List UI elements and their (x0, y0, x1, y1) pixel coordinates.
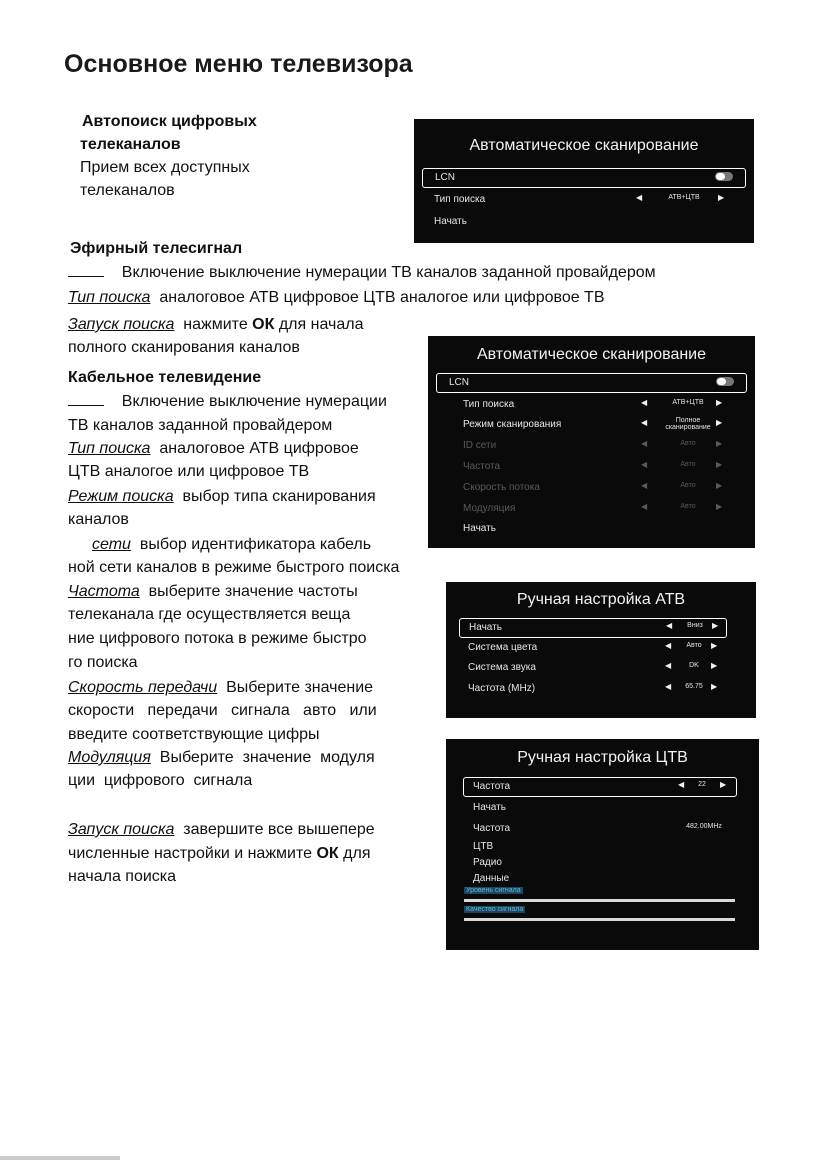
screen3-color-value: Авто (686, 642, 702, 649)
cable-start-text-2: численные настройки и нажмите (68, 845, 313, 862)
arrow-right-icon[interactable]: ▶ (712, 621, 719, 630)
screen2-row-net[interactable] (436, 437, 747, 455)
cable-mode-label: Режим поиска (68, 488, 174, 505)
cable-freq-text-3: ние цифрового потока в режиме быстро (68, 630, 367, 647)
intro-desc-1: Прием всех доступных (80, 159, 250, 176)
screen2-mode-label: Режим сканирования (463, 419, 562, 430)
cable-freq-text-1: выберите значение частоты (148, 583, 358, 600)
arrow-right-icon[interactable]: ▶ (711, 682, 718, 691)
screen2-type-value: АТВ+ЦТВ (672, 399, 704, 406)
screen1-type-value: АТВ+ЦТВ (668, 194, 700, 201)
cable-rate-label: Скорость передачи (68, 679, 218, 696)
signal-quality-bar (464, 918, 735, 921)
screen3-row-color[interactable] (459, 639, 727, 657)
footer-scan-line (0, 1156, 120, 1160)
cable-net-text-2: ной сети каналов в режиме быстрого поиска (68, 559, 400, 576)
lcn-toggle-icon[interactable] (716, 377, 734, 386)
intro-heading-1: Автопоиск цифровых (82, 113, 257, 130)
screen2-start-label: Начать (463, 523, 496, 534)
screen3-row-start[interactable] (459, 618, 727, 638)
screen4-start-label: Начать (473, 802, 506, 813)
cable-heading: Кабельное телевидение (68, 369, 262, 386)
arrow-left-icon[interactable]: ◀ (666, 621, 673, 630)
screen4-freq-label: Частота (473, 781, 511, 792)
arrow-left-icon[interactable]: ◀ (641, 418, 648, 427)
cable-start-line (68, 818, 375, 842)
cable-rate-text-2: скорости передачи сигнала авто или (68, 702, 377, 719)
screen3-start-value: Вниз (687, 622, 703, 629)
screen-auto-scan-cable (428, 336, 755, 548)
cable-freq-text-2: телеканала где осуществляется веща (68, 606, 351, 623)
air-type-text: аналоговое АТВ цифровое ЦТВ аналогое или цифровое ТВ (159, 289, 605, 306)
screen2-row-freq[interactable] (436, 458, 747, 476)
screen-manual-dtv (446, 739, 759, 950)
arrow-left-icon[interactable]: ◀ (665, 682, 672, 691)
intro-heading-2: телеканалов (80, 136, 181, 153)
screen2-row-start[interactable] (436, 520, 747, 538)
screen2-lcn-label: LCN (449, 377, 470, 388)
screen2-row-type[interactable] (436, 396, 747, 414)
screen4-row-freq2 (463, 820, 737, 838)
screen2-title: Автоматическое сканирование (476, 346, 707, 363)
air-start-label: Запуск поиска (68, 316, 175, 333)
screen2-freq-value: Авто (680, 461, 696, 468)
screen4-row-freq[interactable] (463, 777, 737, 797)
screen1-title: Автоматическое сканирование (469, 137, 699, 154)
intro-desc-2: телеканалов (80, 182, 175, 199)
cable-ok: ОК (316, 845, 339, 862)
cable-net-label: сети (92, 536, 131, 553)
screen3-start-label: Начать (469, 622, 502, 633)
cable-freq-label: Частота (68, 583, 140, 600)
signal-level-bar (464, 899, 735, 902)
signal-level-label: Уровень сигнала (466, 887, 521, 894)
arrow-right-icon[interactable]: ▶ (711, 661, 718, 670)
cable-start-text-1: завершите все вышепере (183, 821, 375, 838)
arrow-right-icon[interactable]: ▶ (716, 460, 723, 469)
cable-type-text-1: аналоговое АТВ цифровое (159, 440, 359, 457)
page-title: Основное меню телевизора (64, 50, 413, 78)
cable-type-line (68, 437, 359, 461)
screen4-freq-value: 22 (698, 781, 706, 788)
screen3-sound-value: DK (689, 662, 699, 669)
arrow-left-icon[interactable]: ◀ (678, 780, 685, 789)
lcn-toggle-icon[interactable] (715, 172, 733, 181)
arrow-right-icon[interactable]: ▶ (720, 780, 727, 789)
screen4-dtv-label: ЦТВ (473, 841, 494, 852)
arrow-right-icon[interactable]: ▶ (716, 398, 723, 407)
cable-mod-text-1: Выберите значение модуля (159, 749, 375, 766)
arrow-left-icon[interactable]: ◀ (641, 481, 648, 490)
screen1-row-type[interactable] (422, 191, 746, 209)
blank-lcn (68, 262, 104, 277)
cable-mode-text-1: выбор типа сканирования (182, 488, 376, 505)
air-lcn-line (68, 261, 656, 285)
arrow-right-icon[interactable]: ▶ (716, 418, 723, 427)
screen2-mode-value-2: сканирование (665, 424, 711, 431)
cable-mod-line (68, 746, 375, 770)
arrow-right-icon[interactable]: ▶ (711, 641, 718, 650)
cable-type-label: Тип поиска (68, 440, 151, 457)
screen4-row-start[interactable] (463, 799, 737, 817)
cable-rate-line (68, 676, 373, 700)
air-type-label: Тип поиска (68, 289, 151, 306)
screen1-start-label: Начать (434, 216, 467, 227)
air-start-line (68, 313, 363, 337)
screen4-radio-label: Радио (473, 857, 502, 868)
cable-start-text-4: начала поиска (68, 868, 177, 885)
blank-cable-lcn (68, 391, 104, 406)
screen2-freq-label: Частота (463, 461, 501, 472)
screen3-freq-label: Частота (MHz) (468, 683, 536, 694)
screen-manual-atv (446, 582, 756, 718)
arrow-right-icon[interactable]: ▶ (718, 193, 725, 202)
cable-rate-text-1: Выберите значение (226, 679, 374, 696)
screen2-row-lcn[interactable] (436, 373, 747, 393)
air-ok: ОК (252, 316, 275, 333)
screen2-rate-label: Скорость потока (463, 482, 540, 493)
screen2-row-mode[interactable] (436, 416, 747, 434)
cable-mode-line (68, 485, 376, 509)
screen1-type-label: Тип поиска (434, 194, 486, 205)
screen-auto-scan-air (414, 119, 754, 243)
arrow-left-icon[interactable]: ◀ (636, 193, 643, 202)
air-lcn-text: Включение выключение нумерации ТВ каналов заданной провайдером (121, 264, 656, 281)
cable-net-text-1: выбор идентификатора кабель (139, 536, 372, 553)
cable-start-line-2 (68, 842, 370, 866)
arrow-left-icon[interactable]: ◀ (641, 398, 648, 407)
air-type-line (68, 286, 605, 310)
screen4-data-label: Данные (473, 873, 510, 884)
cable-lcn-text-2: ТВ каналов заданной провайдером (68, 417, 333, 434)
air-start-text-3: полного сканирования каналов (68, 339, 300, 356)
screen2-row-mod[interactable] (436, 500, 747, 518)
arrow-left-icon[interactable]: ◀ (665, 641, 672, 650)
screen4-row-data (463, 870, 737, 888)
cable-lcn-line (68, 390, 387, 414)
arrow-left-icon[interactable]: ◀ (641, 439, 648, 448)
screen3-row-sound[interactable] (459, 659, 727, 677)
arrow-left-icon[interactable]: ◀ (665, 661, 672, 670)
arrow-right-icon[interactable]: ▶ (716, 502, 723, 511)
arrow-left-icon[interactable]: ◀ (641, 460, 648, 469)
screen3-sound-label: Система звука (468, 662, 536, 673)
screen2-mode-value (658, 417, 718, 431)
cable-start-text-3: для (343, 845, 371, 862)
screen2-type-label: Тип поиска (463, 399, 515, 410)
screen4-freq2-label: Частота (473, 823, 511, 834)
cable-freq-line (68, 580, 358, 604)
arrow-left-icon[interactable]: ◀ (641, 502, 648, 511)
arrow-right-icon[interactable]: ▶ (716, 439, 723, 448)
cable-mode-text-2: каналов (68, 511, 129, 528)
screen4-freq2-value: 482.00MHz (686, 823, 722, 830)
screen1-lcn-label: LCN (435, 172, 456, 183)
screen1-row-lcn[interactable] (422, 168, 746, 188)
screen3-row-freq[interactable] (459, 680, 727, 698)
cable-type-text-2: ЦТВ аналогое или цифровое ТВ (68, 463, 310, 480)
screen3-title: Ручная настройка АТВ (516, 591, 686, 608)
screen2-mod-label: Модуляция (463, 503, 516, 514)
cable-rate-text-3: введите соответствующие цифры (68, 726, 320, 743)
air-heading: Эфирный телесигнал (70, 240, 243, 257)
cable-net-line (68, 533, 371, 557)
screen2-row-rate[interactable] (436, 479, 747, 497)
air-start-text-1: нажмите (183, 316, 248, 333)
signal-quality-label: Качество сигнала (466, 906, 524, 913)
cable-mod-label: Модуляция (68, 749, 151, 766)
screen1-row-start[interactable] (422, 213, 746, 231)
screen4-title: Ручная настройка ЦТВ (517, 749, 688, 766)
screen2-net-label: ID сети (463, 440, 497, 451)
screen2-mode-value-1: Полное (675, 417, 701, 424)
cable-freq-text-4: го поиска (68, 654, 138, 671)
screen2-rate-value: Авто (680, 482, 696, 489)
screen3-color-label: Система цвета (468, 642, 538, 653)
screen2-mod-value: Авто (680, 503, 696, 510)
arrow-right-icon[interactable]: ▶ (716, 481, 723, 490)
screen3-freq-value: 65.75 (685, 683, 703, 690)
air-start-text-2: для начала (278, 316, 364, 333)
cable-mod-text-2: ции цифрового сигнала (68, 772, 253, 789)
cable-lcn-text-1: Включение выключение нумерации (121, 393, 387, 410)
screen2-net-value: Авто (680, 440, 696, 447)
cable-start-label: Запуск поиска (68, 821, 175, 838)
